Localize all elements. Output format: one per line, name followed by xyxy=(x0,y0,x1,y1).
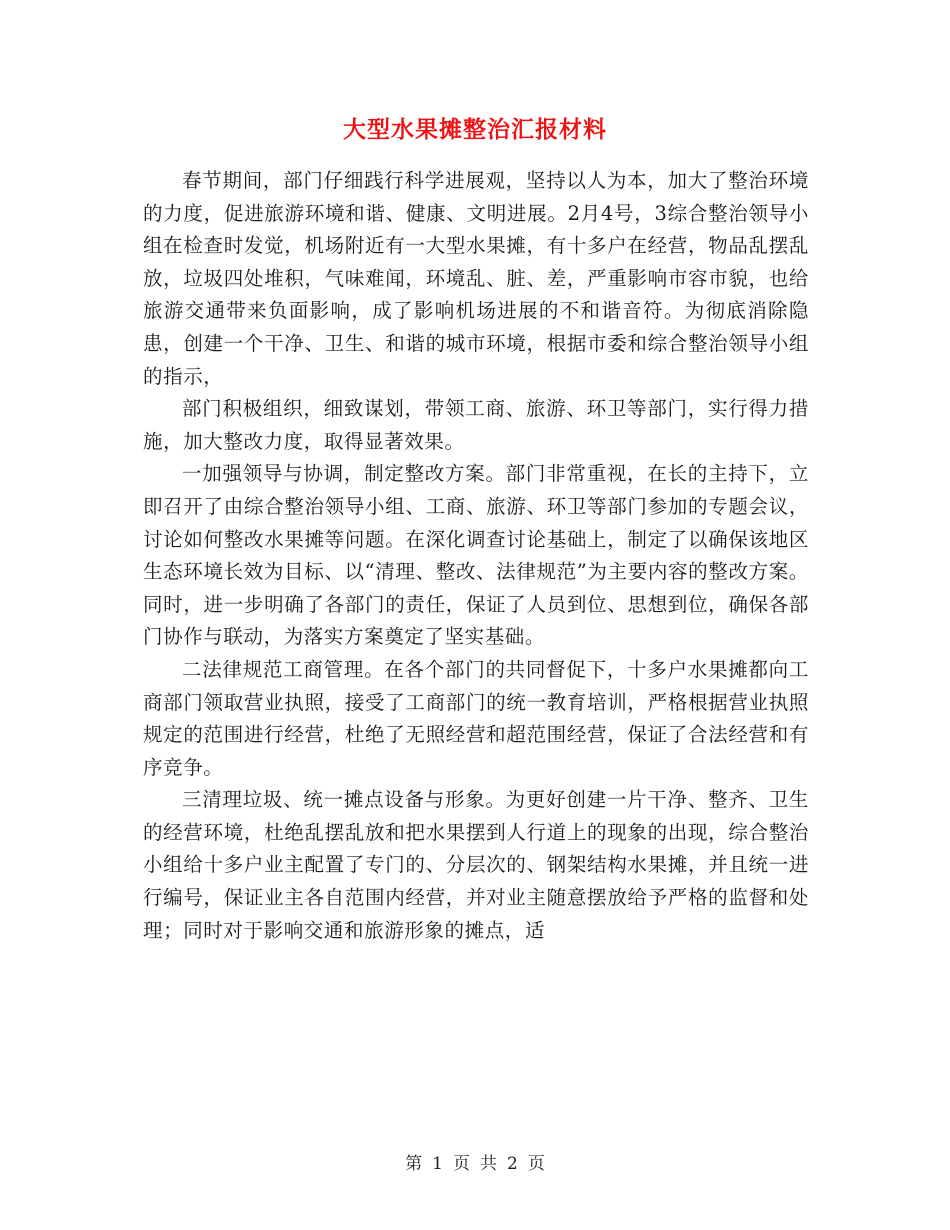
total-pages: 2 xyxy=(507,1154,518,1174)
total-prefix: 共 xyxy=(480,1154,497,1174)
page-unit: 页 xyxy=(453,1154,470,1174)
paragraph-2: 部门积极组织，细致谋划，带领工商、旅游、环卫等部门，实行得力措施，加大整改力度，取得显著效果。 xyxy=(143,397,809,453)
total-unit: 页 xyxy=(527,1154,545,1174)
page-footer xyxy=(0,1152,950,1176)
page-prefix: 第 xyxy=(405,1154,423,1174)
paragraph-1: 春节期间，部门仔细践行科学进展观，坚持以人为本，加大了整治环境的力度，促进旅游环境和谐、健康、文明进展。2月4号，3综合整治领导小组在检查时发觉，机场附近有一大型水果摊，有十多户在经营，物品乱摆乱放，垃圾四处堆积，气味难闻，环境乱、脏、差，严重影响市容市貌，也给旅游交通带来负面影响，成了影响机场进展的不和谐音符。为彻底消除隐患，创建一个干净、卫生、和谐的城市环境，根据市委和综合整治领导小组的指示， xyxy=(143,169,809,388)
paragraph-5: 三清理垃圾、统一摊点设备与形象。为更好创建一片干净、整齐、卫生的经营环境，杜绝乱摆乱放和把水果摆到人行道上的现象的出现，综合整治小组给十多户业主配置了专门的、分层次的、钢架结构水果摊，并且统一进行编号，保证业主各自范围内经营，并对业主随意摆放给予严格的监督和处理；同时对于影响交通和旅游形象的摊点，适 xyxy=(143,788,809,942)
document-body xyxy=(143,165,809,947)
paragraph-3: 一加强领导与协调，制定整改方案。部门非常重视，在长的主持下，立即召开了由综合整治领导小组、工商、旅游、环卫等部门参加的专题会议，讨论如何整改水果摊等问题。在深化调查讨论基础上，制定了以确保该地区生态环境长效为目标、以“清理、整改、法律规范”为主要内容的整改方案。同时，进一步明确了各部门的责任，保证了人员到位、思想到位，确保各部门协作与联动，为落实方案奠定了坚实基础。 xyxy=(143,462,809,649)
page-number: 1 xyxy=(432,1154,443,1174)
paragraph-4: 二法律规范工商管理。在各个部门的共同督促下，十多户水果摊都向工商部门领取营业执照，接受了工商部门的统一教育培训，严格根据营业执照规定的范围进行经营，杜绝了无照经营和超范围经营，保证了合法经营和有序竞争。 xyxy=(143,657,809,779)
document-title: 大型水果摊整治汇报材料 xyxy=(343,116,607,143)
